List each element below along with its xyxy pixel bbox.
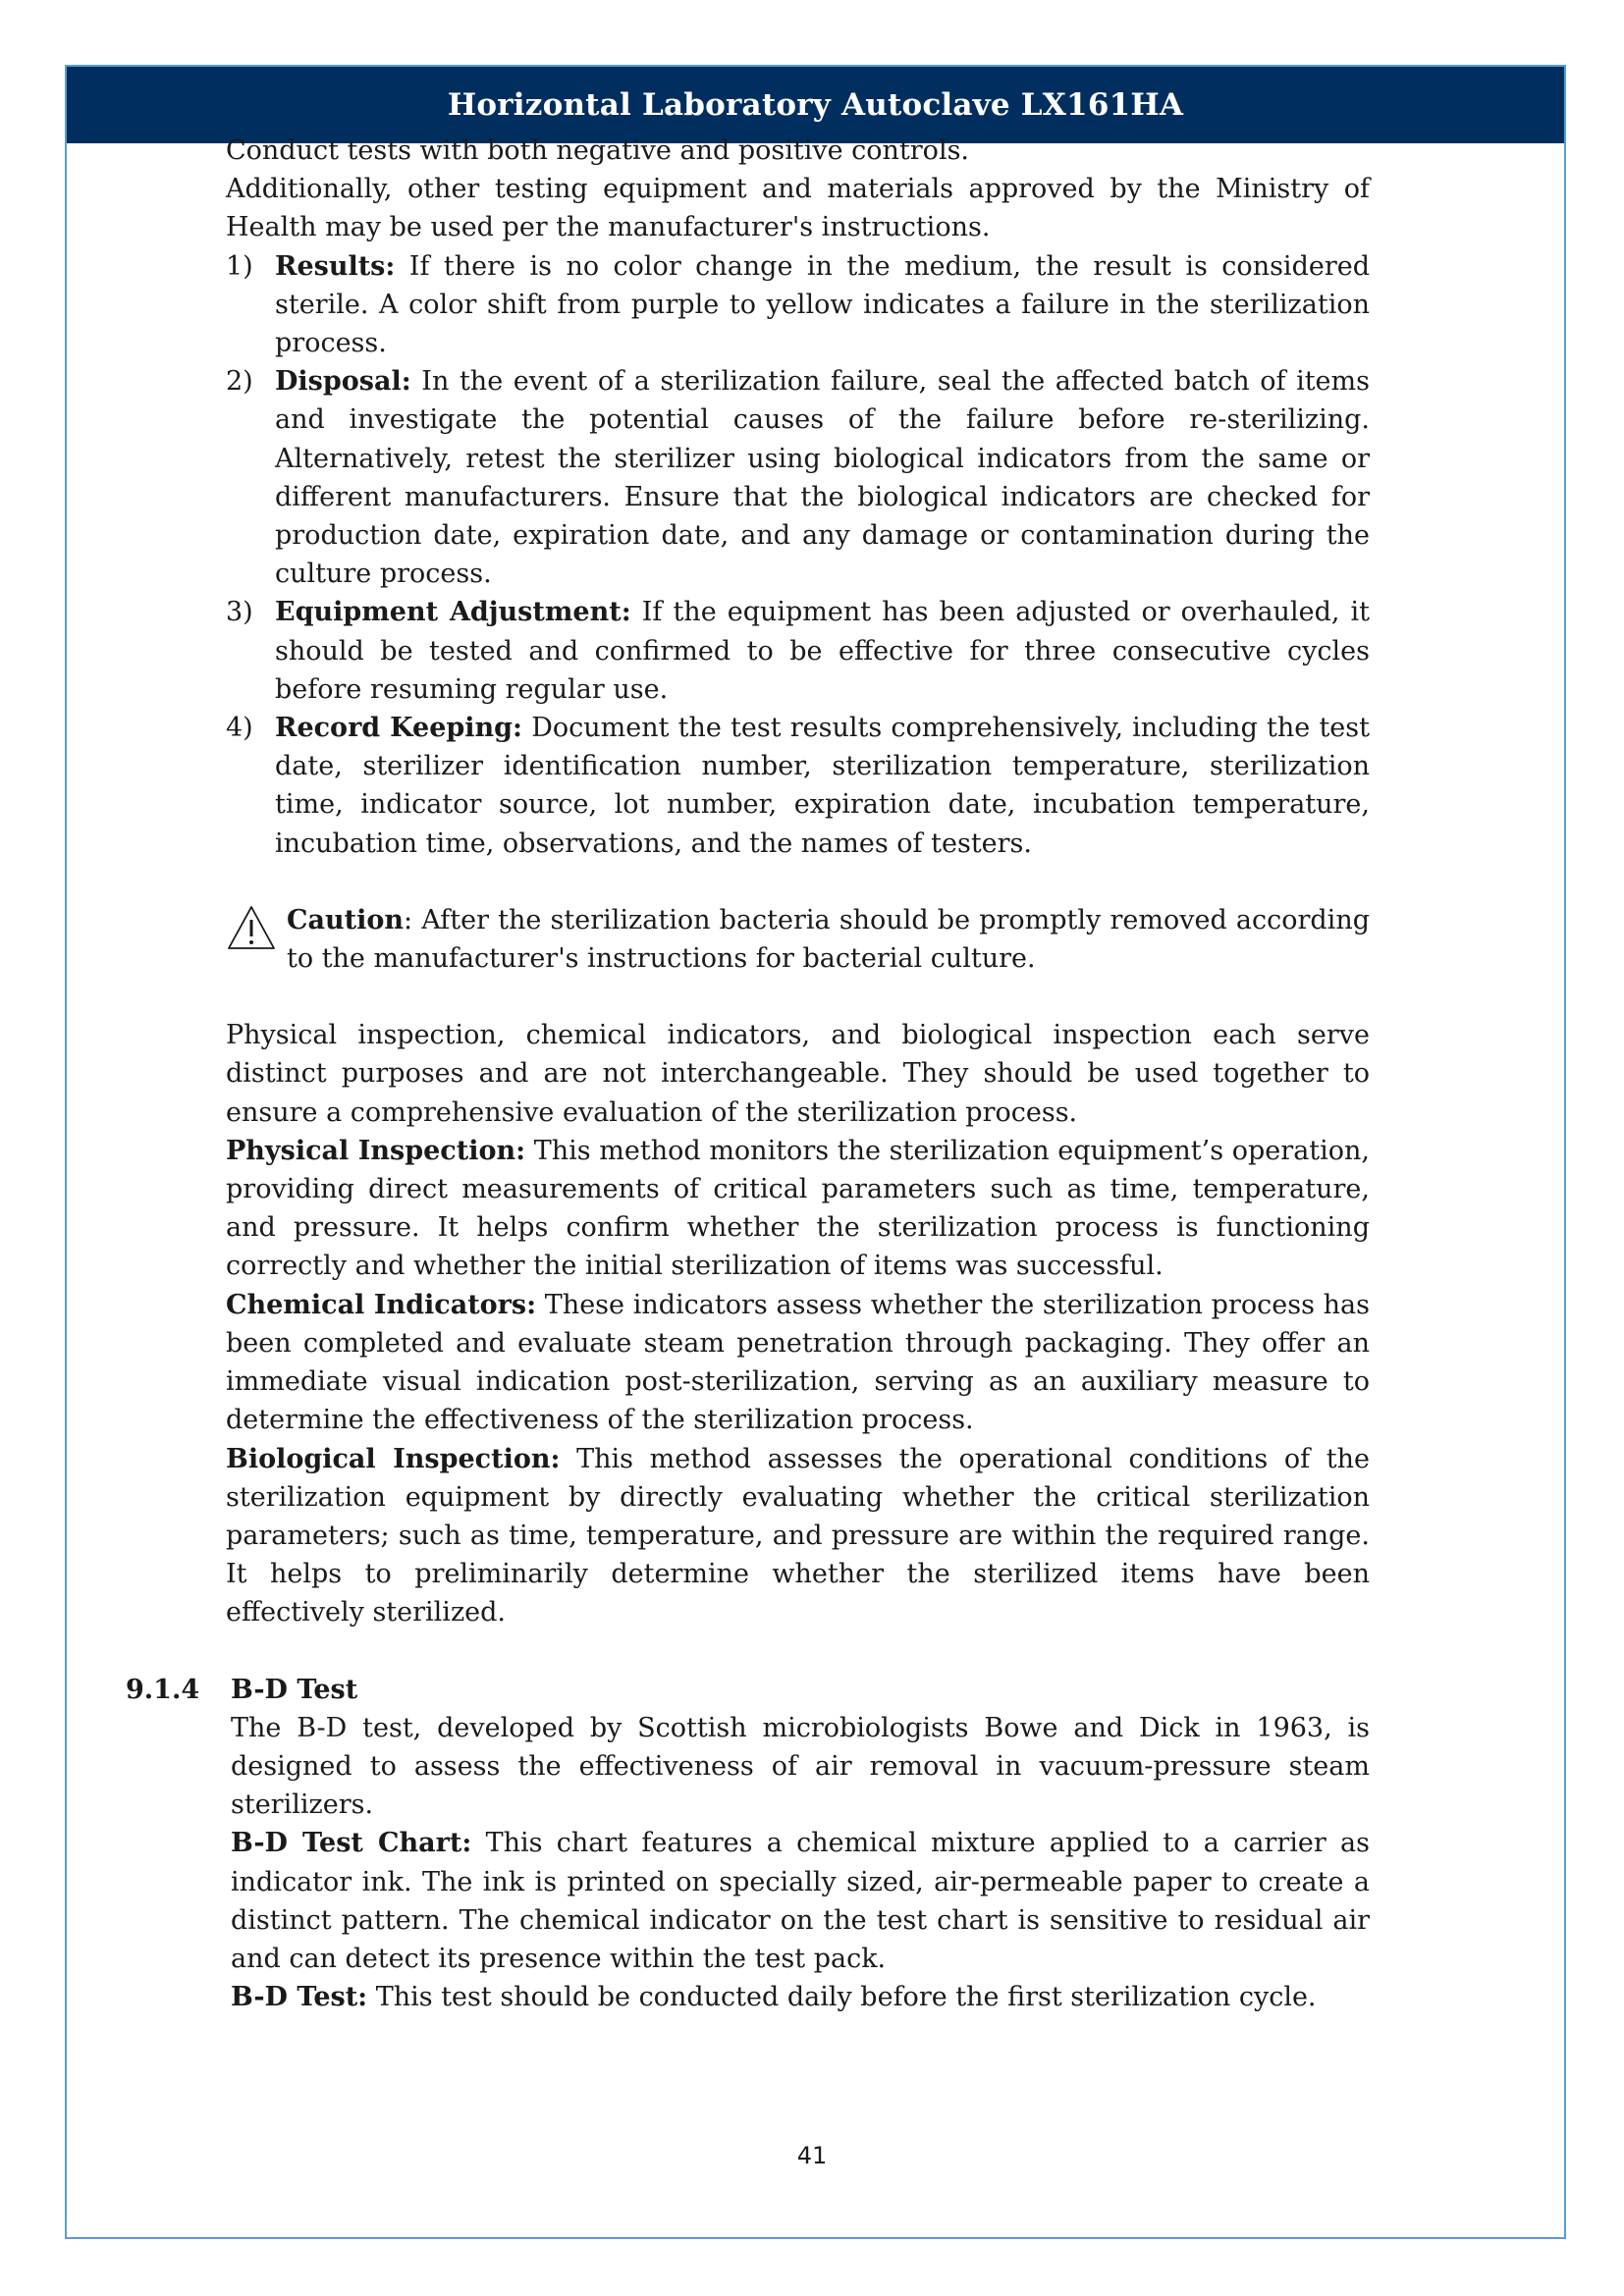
caution-label: Caution <box>287 904 404 935</box>
list-item <box>226 709 1370 863</box>
caution-note <box>226 901 1370 978</box>
list-item <box>226 593 1370 709</box>
caution-text: : After the sterilization bacteria should be promptly removed according to the manufacturer's instructions for bacterial culture. <box>287 904 1370 975</box>
bd-test-chart-text: This chart features a chemical mixture applied to a carrier as indicator ink. The ink is printed on specially sized, air-permeable paper to create a distinct pattern. The chemical indicator on the test chart is sensitive to residual air and can detect its presence within the test pack. <box>231 1828 1370 1974</box>
list-item-number: 3) <box>226 597 253 628</box>
biological-inspection-label: Biological Inspection: <box>226 1443 561 1474</box>
list-item-text: In the event of a sterilization failure, seal the affected batch of items and investigate the potential causes of the failure before re-sterilizing. Alternatively, retest the sterilizer using biological indicators from the same or different manufacturers. Ensure that the biological indicators are checked for production date, expiration date, and any damage or contamination during the culture process. <box>275 366 1370 590</box>
chemical-indicators-label: Chemical Indicators: <box>226 1289 537 1320</box>
biological-inspection-text: This method assesses the operational conditions of the sterilization equipment by directly evaluating whether the critical sterilization parameters; such as time, temperature, and pressure are within the required range. It helps to preliminarily determine whether the sterilized items have been effectively sterilized. <box>226 1443 1371 1629</box>
list-item-number: 2) <box>226 366 253 398</box>
list-item-text: If the equipment has been adjusted or overhauled, it should be tested and confirmed to be effective for three consecutive cycles before resuming regular use. <box>275 597 1370 705</box>
physical-inspection-paragraph <box>226 1132 1370 1286</box>
page-number: 41 <box>796 2142 828 2169</box>
chemical-indicators-text: These indicators assess whether the sterilization process has been completed and evaluate steam penetration through packaging. They offer an immediate visual indication post-sterilization, serving as an auxiliary measure to determine the effectiveness of the sterilization process. <box>226 1289 1371 1436</box>
list-item-label: Results: <box>275 250 396 282</box>
section-heading <box>126 1671 1370 1709</box>
section-title: B-D Test <box>231 1674 358 1705</box>
list-item-number: 4) <box>226 713 253 744</box>
chemical-indicators-paragraph <box>226 1286 1370 1440</box>
page-content <box>126 132 1371 2016</box>
biological-inspection-paragraph <box>226 1440 1370 1632</box>
result-list <box>226 247 1370 863</box>
bd-test-intro: The B-D test, developed by Scottish microbiologists Bowe and Dick in 1963, is designed to assess the effectiveness of air removal in vacuum-pressure steam sterilizers. <box>231 1712 1370 1821</box>
list-item <box>226 247 1370 363</box>
list-item <box>226 362 1370 593</box>
bd-test-text: This test should be conducted daily before the first sterilization cycle. <box>367 1982 1317 2013</box>
bd-test-paragraph <box>231 1978 1370 2016</box>
list-item-label: Equipment Adjustment: <box>275 597 631 628</box>
list-item-text: If there is no color change in the medium, the result is considered sterile. A color shift from purple to yellow indicates a failure in the sterilization process. <box>275 250 1370 359</box>
list-item-number: 1) <box>226 250 253 282</box>
list-item-label: Disposal: <box>275 366 411 398</box>
bd-test-label: B-D Test: <box>231 1982 368 2013</box>
physical-inspection-label: Physical Inspection: <box>226 1135 526 1166</box>
header-title: Horizontal Laboratory Autoclave LX161HA <box>447 87 1184 123</box>
inspection-intro: Physical inspection, chemical indicators, and biological inspection each serve distinct purposes and are not interchangeable. They should be used together to ensure a comprehensive evaluation of the sterilization process. <box>226 1020 1370 1128</box>
list-item-label: Record Keeping: <box>275 713 523 744</box>
warning-icon <box>226 901 287 978</box>
list-item-text: Document the test results comprehensively, including the test date, sterilizer identification number, sterilization temperature, sterilization time, indicator source, lot number, expiration date, incubation temperature, incubation time, observations, and the names of testers. <box>275 713 1370 859</box>
physical-inspection-text: This method monitors the sterilization equipment’s operation, providing direct measurements of critical parameters such as time, temperature, and pressure. It helps confirm whether the sterilization process is functioning correctly and whether the initial sterilization of items was successful. <box>226 1135 1370 1282</box>
intro-line-2: Additionally, other testing equipment and materials approved by the Ministry of Health may be used per the manufacturer's instructions. <box>226 174 1370 243</box>
section-number: 9.1.4 <box>126 1674 200 1705</box>
bd-test-chart-label: B-D Test Chart: <box>231 1828 472 1859</box>
section-bd-test <box>126 1671 1370 2017</box>
bd-test-chart-paragraph <box>231 1824 1370 1978</box>
intro-line-1: Conduct tests with both negative and positive controls. <box>226 135 970 166</box>
